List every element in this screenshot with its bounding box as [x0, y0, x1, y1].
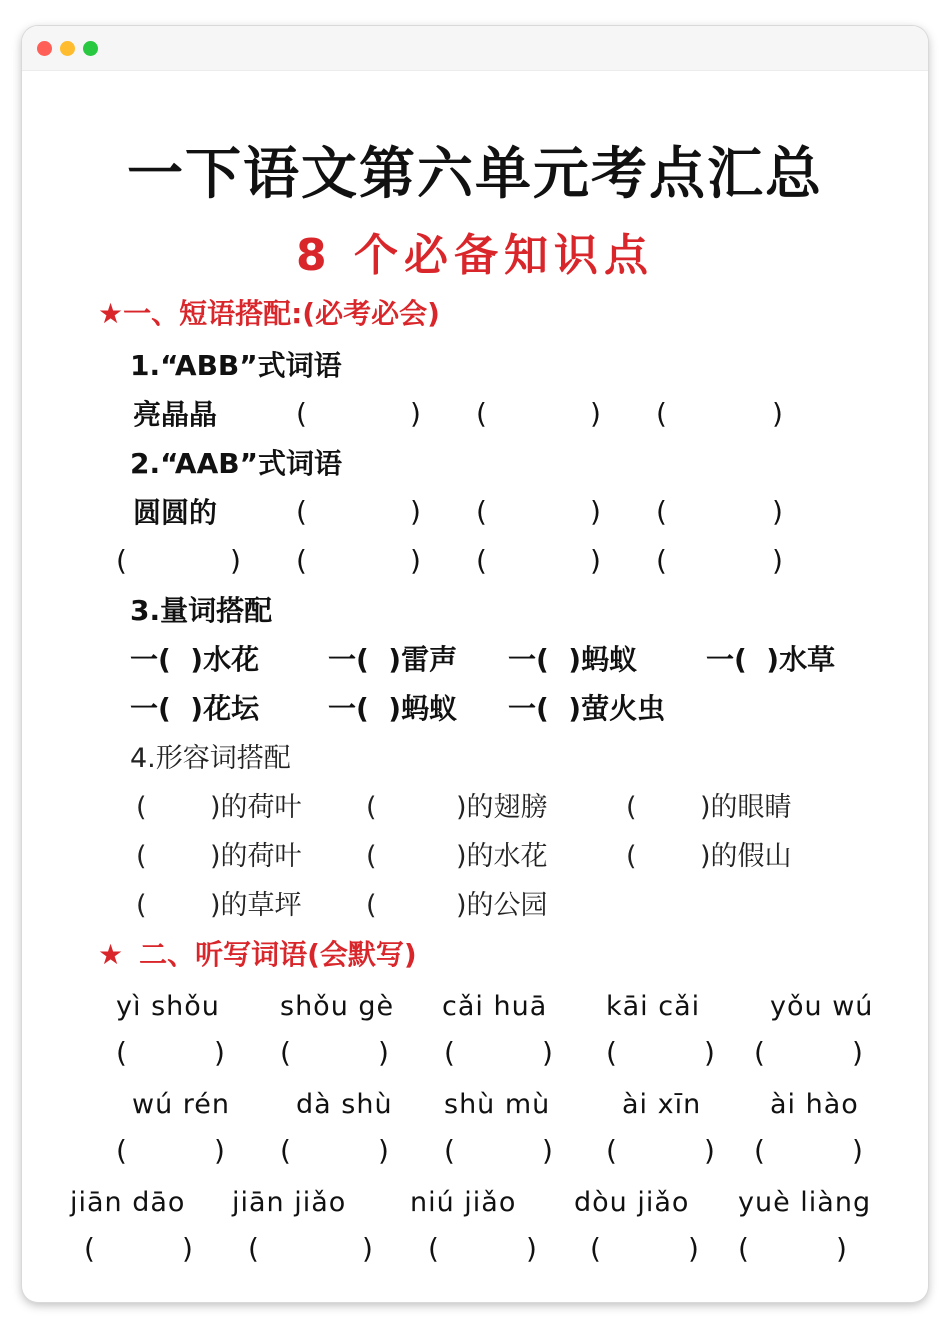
pinyin-word: kāi cǎi [606, 991, 701, 1022]
blank-close: ) [852, 1134, 863, 1167]
pinyin-word: yì shǒu [116, 991, 220, 1022]
blank-open: ( [656, 544, 667, 577]
adjective-phrase: )的眼睛 [700, 792, 792, 823]
page-subtitle: 8 个必备知识点 [296, 230, 654, 281]
blank-close: ) [410, 544, 421, 577]
blank-open: ( [606, 1134, 617, 1167]
blank-open: ( [366, 890, 377, 921]
pinyin-word: ài hào [770, 1089, 859, 1120]
pinyin-word: jiān jiǎo [232, 1187, 347, 1218]
blank-open: ( [136, 841, 147, 872]
measure-word-item: 一( )雷声 [328, 643, 458, 676]
measure-word-item: 一( )水花 [130, 643, 260, 676]
adjective-phrase: )的假山 [700, 841, 792, 872]
adjective-phrase: )的草坪 [210, 890, 302, 921]
blank-close: ) [378, 1036, 389, 1069]
blank-open: ( [476, 495, 487, 528]
blank-close: ) [772, 397, 783, 430]
measure-word-item: 一( )花坛 [130, 692, 260, 725]
blank-open: ( [606, 1036, 617, 1069]
blank-open: ( [116, 1036, 127, 1069]
pinyin-word: yuè liàng [738, 1187, 872, 1218]
pinyin-word: dòu jiǎo [574, 1187, 690, 1218]
blank-close: ) [772, 544, 783, 577]
blank-close: ) [214, 1134, 225, 1167]
blank-open: ( [476, 397, 487, 430]
pinyin-word: shǒu gè [280, 991, 395, 1022]
blank-close: ) [688, 1232, 699, 1265]
blank-open: ( [136, 792, 147, 823]
measure-word-item: 一( )水草 [706, 643, 836, 676]
blank-close: ) [542, 1134, 553, 1167]
adjective-phrase: )的荷叶 [210, 792, 302, 823]
blank-close: ) [772, 495, 783, 528]
blank-open: ( [280, 1036, 291, 1069]
measure-word-item: 一( )蚂蚁 [508, 643, 638, 676]
blank-open: ( [280, 1134, 291, 1167]
page-title: 一下语文第六单元考点汇总 [127, 141, 823, 207]
blank-open: ( [444, 1036, 455, 1069]
measure-word-item: 一( )蚂蚁 [328, 692, 458, 725]
blank-open: ( [738, 1232, 749, 1265]
blank-open: ( [296, 495, 307, 528]
pinyin-word: ài xīn [622, 1089, 702, 1120]
blank-close: ) [836, 1232, 847, 1265]
aab-example-word: 圆圆的 [133, 496, 218, 529]
aab-heading: 2.“AAB”式词语 [130, 447, 342, 480]
blank-open: ( [428, 1232, 439, 1265]
adjective-phrase: )的荷叶 [210, 841, 302, 872]
pinyin-word: cǎi huā [442, 991, 548, 1022]
blank-close: ) [214, 1036, 225, 1069]
blank-open: ( [656, 495, 667, 528]
blank-open: ( [626, 792, 637, 823]
pinyin-word: shù mù [444, 1089, 551, 1120]
blank-close: ) [590, 495, 601, 528]
blank-close: ) [590, 397, 601, 430]
measure-word-item: 一( )萤火虫 [508, 692, 666, 725]
blank-open: ( [248, 1232, 259, 1265]
blank-open: ( [116, 1134, 127, 1167]
blank-open: ( [84, 1232, 95, 1265]
star-icon: ★ [98, 938, 124, 971]
blank-close: ) [182, 1232, 193, 1265]
section-2-title: 二、听写词语(会默写) [139, 938, 417, 971]
section-1-title: 一、短语搭配:(必考必会) [123, 297, 440, 330]
adjective-phrase: )的翅膀 [456, 792, 548, 823]
blank-close: ) [378, 1134, 389, 1167]
pinyin-word: wú rén [132, 1089, 231, 1120]
blank-open: ( [444, 1134, 455, 1167]
blank-open: ( [366, 792, 377, 823]
star-icon: ★ [98, 297, 124, 330]
abb-heading: 1.“ABB”式词语 [130, 349, 342, 382]
blank-open: ( [296, 544, 307, 577]
blank-open: ( [476, 544, 487, 577]
adjective-heading: 4.形容词搭配 [130, 743, 291, 774]
pinyin-word: yǒu wú [770, 991, 874, 1022]
blank-open: ( [626, 841, 637, 872]
pinyin-word: dà shù [296, 1089, 393, 1120]
blank-close: ) [590, 544, 601, 577]
blank-open: ( [296, 397, 307, 430]
blank-close: ) [410, 397, 421, 430]
close-window-button[interactable] [37, 41, 52, 56]
abb-example-word: 亮晶晶 [133, 398, 218, 431]
window-titlebar [22, 26, 928, 71]
pinyin-word: niú jiǎo [410, 1187, 517, 1218]
blank-open: ( [754, 1134, 765, 1167]
blank-open: ( [754, 1036, 765, 1069]
adjective-phrase: )的水花 [456, 841, 548, 872]
blank-close: ) [542, 1036, 553, 1069]
minimize-window-button[interactable] [60, 41, 75, 56]
measure-word-heading: 3.量词搭配 [130, 594, 273, 627]
blank-open: ( [656, 397, 667, 430]
blank-close: ) [362, 1232, 373, 1265]
adjective-phrase: )的公园 [456, 890, 548, 921]
blank-close: ) [704, 1036, 715, 1069]
blank-close: ) [230, 544, 241, 577]
blank-open: ( [590, 1232, 601, 1265]
maximize-window-button[interactable] [83, 41, 98, 56]
blank-open: ( [116, 544, 127, 577]
blank-close: ) [410, 495, 421, 528]
section-1-heading [98, 297, 440, 330]
blank-open: ( [366, 841, 377, 872]
blank-close: ) [704, 1134, 715, 1167]
blank-open: ( [136, 890, 147, 921]
blank-close: ) [852, 1036, 863, 1069]
blank-close: ) [526, 1232, 537, 1265]
pinyin-word: jiān dāo [70, 1187, 186, 1218]
section-2-heading [98, 938, 417, 971]
